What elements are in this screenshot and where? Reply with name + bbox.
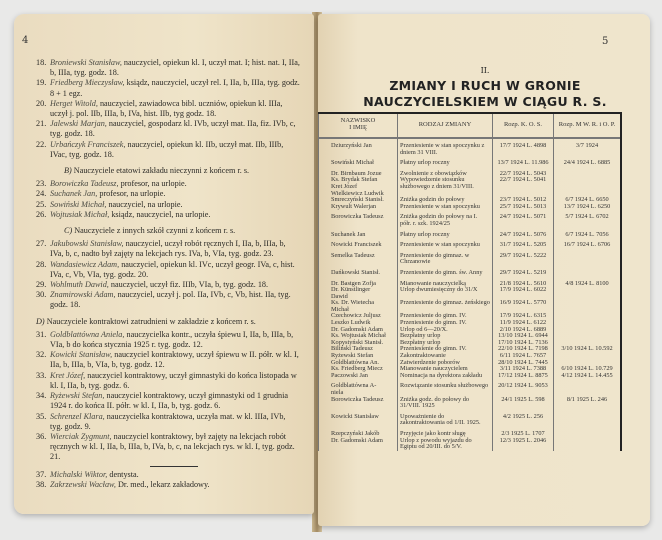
table-row	[319, 204, 621, 211]
person-description: nauczyciel kontraktowy, uczył śpiewu w II. półr. w kl. I, IIa, b, IIIa, b, VIa, b, tyg. godz. 12.	[50, 350, 299, 370]
table-row	[319, 397, 621, 410]
item-number: 34.	[36, 391, 47, 401]
cell-mwr	[554, 379, 620, 396]
cell-kos: 17/9 1924 L. 6315	[493, 313, 554, 320]
header-kos: Rozp. K. O. S.	[493, 114, 554, 138]
cell-mwr: 16/7 1924 L. 6706	[554, 238, 620, 249]
cell-mwr	[554, 313, 620, 320]
cell-kos: 24/1 1925 L. 598	[493, 397, 554, 410]
cell-change: Urlop z powodu wyjazdu do Egiptu od 20/III. do 5/V.	[398, 438, 493, 451]
cell-change: Nominacja na dyrektora zakładu	[398, 373, 493, 380]
cell-change: Zniżka godzin do połowy na I. półr. r. szk. 1924/25	[398, 210, 493, 227]
person-name: Borowiczka Tadeusz,	[50, 179, 119, 189]
person-name: Goldblattówna Aniela,	[50, 329, 125, 339]
list-item	[36, 280, 300, 290]
cell-kos: 13/7 1924 L. 11.986	[493, 156, 554, 167]
cell-change: Przeniesienie w stan spoczynku	[398, 204, 493, 211]
item-number: 35.	[36, 411, 47, 421]
cell-change: Mianowanie nauczycielką	[398, 277, 493, 288]
cell-name: Dziurzyński Jan	[319, 138, 398, 156]
person-description: nauczyciel, opiekun kl. IVc, uczył geogr. IVa, c, hist. IVa, c, Vb, VIa, tyg. godz. 20.	[50, 259, 295, 279]
list-item	[36, 411, 300, 432]
cell-kos: 29/7 1924 L. 5222	[493, 249, 554, 266]
item-number: 20.	[36, 98, 47, 108]
person-name: Wohlmuth Dawid,	[50, 280, 109, 290]
cell-kos: 17/12 1924 L. 8875	[493, 373, 554, 380]
person-description: Dr. med., lekarz zakładowy.	[115, 479, 210, 489]
item-number: 28.	[36, 259, 47, 269]
section-title: Nauczyciele kontraktowi zatrudnieni w zakładzie z końcem r. s.	[44, 316, 256, 326]
table-row	[319, 238, 621, 249]
list-item	[36, 479, 300, 490]
right-page-number: 5	[602, 36, 609, 47]
cell-change: Zakontraktowanie	[398, 353, 493, 360]
list-item	[36, 119, 300, 139]
table-row	[319, 210, 621, 227]
cell-kos: 17/7 1924 L. 4898	[493, 138, 554, 156]
cell-name: Paczowski Jan	[319, 373, 398, 380]
cell-mwr	[554, 410, 620, 427]
person-description: nauczyciel, opiekun kl. IIb, uczył mat. IIb, IIIb, IVac, tyg. godz. 18.	[50, 139, 284, 159]
person-name: Ryżewski Stefan,	[50, 391, 105, 401]
cell-name: Ks. Friedberg Miecz	[319, 366, 398, 373]
item-number: 26.	[36, 209, 47, 219]
cell-kos: 11/9 1924 L. 6122	[493, 320, 554, 327]
table-row	[319, 138, 621, 156]
cell-mwr: 5/7 1924 L. 6702	[554, 210, 620, 227]
cell-name: Suchanek Jan	[319, 228, 398, 239]
staff-list-other-schools	[36, 239, 300, 310]
staff-list-contract	[36, 329, 300, 463]
section-title-line2: NAUCZYCIELSKIEM W CIĄGU R. S.	[363, 94, 607, 109]
header-change: RODZAJ ZMIANY	[398, 114, 493, 138]
cell-mwr	[554, 427, 620, 438]
cell-change: Przeniesienie w stan spoczynku z dniem 31 VIII.	[398, 138, 493, 156]
cell-kos: 21/8 1924 L. 5610	[493, 277, 554, 288]
cell-mwr: 13/7 1924 L. 6250	[554, 204, 620, 211]
person-description: nauczyciel, uczył j. pol. IIa, IVb, c, Vb, hist. IIa, tyg. godz. 18.	[50, 290, 291, 310]
list-item	[36, 139, 300, 160]
cell-name: Ks. Brydak Stefan Kret Józef Wielkiewicz Ludwik	[319, 177, 398, 197]
staff-list-inactive	[36, 179, 300, 220]
cell-change: Bezpłatny urlop	[398, 340, 493, 347]
table-row	[319, 379, 621, 396]
cell-change: Przeniesienie do gimn. św. Anny	[398, 266, 493, 277]
table-row	[319, 156, 621, 167]
cell-kos: 20/12 1924 L. 9053	[493, 379, 554, 396]
cell-mwr	[554, 167, 620, 178]
cell-name: Borowiczka Tadeusz	[319, 397, 398, 410]
cell-name: Goldblattówna An.	[319, 360, 398, 367]
list-item	[36, 370, 300, 391]
cell-change: Zniżka godzin do połowy	[398, 197, 493, 204]
cell-name: Dr. Gadomski Adam	[319, 438, 398, 451]
cell-change: Urlop od 6—20/X.	[398, 327, 493, 334]
cell-change: Przeniesienie do gimnaz. żeńskiego	[398, 300, 493, 313]
cell-name: Rzepczyński Jakób	[319, 427, 398, 438]
person-description: nauczyciel kontraktowy, był zajęty na lekcjach robót ręcznych w kl. I, IIa, b, IIIa, b, IVa, b, c, na lekcjach rys. w kl. I, tyg. godz. 21.	[50, 431, 295, 462]
person-description: nauczyciel, zawiadowca bibl. uczniów, opiekun kl. IIIa, uczył j. pol. IIb, IIIa, b, IVa, hist. IIb, tyg godz. 18.	[50, 98, 283, 119]
table-row	[319, 410, 621, 427]
list-item	[36, 58, 300, 78]
header-name: NAZWISKO I IMIĘ	[319, 114, 398, 138]
cell-kos: 31/7 1924 L. 5205	[493, 238, 554, 249]
cell-kos: 22/7 1924 L. 5041	[493, 177, 554, 197]
cell-change: Przeniesienie do gimnaz. w Chrzanowie	[398, 249, 493, 266]
cell-name: Nowicki Franciszek	[319, 238, 398, 249]
list-item	[36, 391, 300, 411]
list-item	[36, 469, 300, 480]
person-name: Friedberg Mieczysław,	[50, 78, 125, 88]
cell-change: Zniżka godz. do połowy do 31/VIII. 1925	[398, 397, 493, 410]
cell-name: Borowiczka Tadeusz	[319, 210, 398, 227]
cell-name: Goldblattówna A- niela	[319, 379, 398, 396]
cell-name: Smreczyński Stanisł.	[319, 197, 398, 204]
person-name: Suchanek Jan,	[50, 189, 98, 199]
cell-name: Sowiński Michał	[319, 156, 398, 167]
list-item	[36, 98, 300, 119]
cell-kos: 29/7 1924 L. 5219	[493, 266, 554, 277]
cell-kos: 17/9 1924 L. 6022	[493, 287, 554, 300]
cell-mwr: 3/7 1924	[554, 138, 620, 156]
cell-name: Kowicki Stanisław	[319, 410, 398, 427]
person-name: Broniewski Stanisław,	[50, 58, 122, 67]
changes-table	[318, 112, 622, 451]
cell-mwr	[554, 249, 620, 266]
person-description: nauczyciel, na urlopie.	[106, 199, 183, 209]
person-name: Jalewski Marjan,	[50, 119, 107, 129]
cell-name: Ryżewski Stefan	[319, 353, 398, 360]
person-description: nauczycielka kontr., uczyła śpiewu I, IIa, b, IIIa, b, VIa, b do końca stycznia 1925 r. tyg. godz. 12.	[50, 329, 294, 350]
table-row	[319, 266, 621, 277]
cell-name: Dr. Gadomski Adam	[319, 327, 398, 334]
staff-list-active	[36, 58, 300, 160]
cell-name: Dańkowski Stanisł.	[319, 266, 398, 277]
person-description: nauczyciel kontraktowy, uczył gimnastyki od 1 grudnia 1924 r. do końca II. półr. w kl. I, IIa, b, tyg. godz. 6.	[50, 391, 289, 411]
section-title: Nauczyciele z innych szkół czynni z końcem r. s.	[72, 226, 236, 236]
divider	[150, 466, 198, 467]
cell-change: Zatwierdzenie poborów	[398, 360, 493, 367]
person-description: profesor, na urlopie.	[118, 179, 187, 189]
cell-mwr	[554, 300, 620, 313]
cell-kos: 25/7 1924 L. 5013	[493, 204, 554, 211]
cell-mwr	[554, 353, 620, 360]
cell-mwr: 6/7 1924 L. 6650	[554, 197, 620, 204]
cell-change: Przeniesienie do gimn. IV.	[398, 346, 493, 353]
table-row	[319, 249, 621, 266]
table-row	[319, 373, 621, 380]
cell-change: Przeniesienie w stan spoczynku	[398, 238, 493, 249]
cell-change: Przyjęcie jako kontr sługę	[398, 427, 493, 438]
item-number: 23.	[36, 179, 47, 189]
item-number: 19.	[36, 78, 47, 88]
cell-change: Mianowanie nauczycielem	[398, 366, 493, 373]
item-number: 25.	[36, 199, 47, 209]
cell-mwr	[554, 287, 620, 300]
staff-list	[36, 58, 300, 490]
person-name: Sowiński Michał,	[50, 199, 107, 209]
person-description: dentysta.	[107, 469, 139, 479]
person-description: nauczyciel kontraktowy, uczył gimnastyki do końca listopada w kl. I, IIa, b, tyg. godz. 6.	[50, 370, 297, 390]
cell-change: Płatny urlop roczny	[398, 156, 493, 167]
cell-change: Wypowiedzenie stosunku służbowego z dniem 31/VIII.	[398, 177, 493, 197]
person-description: nauczycielka kontraktowa, uczyła mat. w kl. IIIa, IVb, tyg. godz. 9.	[50, 411, 286, 431]
person-name: Michalski Wiktor,	[50, 469, 108, 479]
cell-mwr	[554, 177, 620, 197]
section-letter: D)	[36, 316, 45, 326]
cell-kos: 4/2 1925 L. 256	[493, 410, 554, 427]
cell-change: Upoważnienie do zakontraktowania od 1/II. 1925.	[398, 410, 493, 427]
section-letter: C)	[64, 226, 73, 236]
person-name: Herget Witold,	[50, 98, 98, 108]
list-item	[36, 290, 300, 310]
person-name: Kowicki Stanisław,	[50, 350, 113, 360]
cell-name: Czechowicz Juljusz	[319, 313, 398, 320]
list-item	[36, 179, 300, 189]
cell-change: Rozwiązanie stosunku służbowego	[398, 379, 493, 396]
cell-kos: 28/10 1924 L. 7445	[493, 360, 554, 367]
cell-mwr: 6/10 1924 L. 10.729	[554, 366, 620, 373]
list-item	[36, 329, 300, 350]
item-number: 37.	[36, 469, 47, 479]
cell-mwr	[554, 333, 620, 340]
item-number: 22.	[36, 139, 47, 149]
cell-kos: 17/10 1924 L. 7136	[493, 340, 554, 347]
cell-change: Przeniesienie do gimn. IV.	[398, 313, 493, 320]
list-item	[36, 189, 300, 199]
cell-change: Przeniesienie do gimn. IV.	[398, 320, 493, 327]
cell-change: Zwolnienie z obowiązków	[398, 167, 493, 178]
section-number: II.	[480, 66, 490, 75]
item-number: 33.	[36, 370, 47, 380]
cell-name: Leszko Ludwik	[319, 320, 398, 327]
cell-kos: 6/11 1924 L. 7657	[493, 353, 554, 360]
table-row	[319, 438, 621, 451]
item-number: 38.	[36, 479, 47, 489]
cell-name: Ks. Dr. Wietecha Michał	[319, 300, 398, 313]
person-name: Wierciak Zygmunt,	[50, 431, 112, 441]
section-title: Nauczyciele etatowi zakładu nieczynni z końcem r. s.	[71, 166, 250, 176]
section-c-heading	[64, 226, 300, 236]
cell-kos: 2/10 1924 L. 6889	[493, 327, 554, 334]
section-title-line1: ZMIANY I RUCH W GRONIE	[389, 78, 581, 93]
cell-kos: 23/7 1924 L. 5012	[493, 197, 554, 204]
item-number: 18.	[36, 58, 47, 67]
person-description: ksiądz, nauczyciel, uczył rel. I, IIa, b, IIIa, tyg. godz. 8 + 1 egz.	[50, 78, 300, 98]
section-letter: B)	[64, 166, 72, 176]
cell-name: Dr. Birnbaum Jozue	[319, 167, 398, 178]
cell-mwr	[554, 327, 620, 334]
person-name: Wojtusiak Michał,	[50, 209, 110, 219]
person-description: nauczyciel, uczył robót ręcznych I, IIa, b, IIIa, b, IVa, b, c, nadto był zajęty na lekcjach rys. IVa, b, VIa, tyg. godz. 23.	[50, 239, 286, 259]
list-item	[36, 209, 300, 220]
item-number: 30.	[36, 290, 47, 300]
cell-kos: 24/7 1924 L. 5076	[493, 228, 554, 239]
cell-change: Płatny urlop roczny	[398, 228, 493, 239]
cell-mwr: 6/7 1924 L. 7056	[554, 228, 620, 239]
cell-mwr: 8/1 1925 L. 246	[554, 397, 620, 410]
person-name: Zakrzewski Wacław,	[50, 479, 116, 489]
table-header-row	[319, 114, 621, 138]
list-item	[36, 259, 300, 280]
cell-kos: 2/3 1925 L. 1707	[493, 427, 554, 438]
cell-kos: 22/10 1924 L. 7198	[493, 346, 554, 353]
section-b-heading	[64, 166, 300, 176]
table-row	[319, 177, 621, 197]
cell-name: Dr. Künstlinger Dawid	[319, 287, 398, 300]
cell-name: Krywult Walerjan	[319, 204, 398, 211]
header-mwr: Rozp. M W. R. i O. P.	[554, 114, 620, 138]
cell-name: Kopystyński Stanisł.	[319, 340, 398, 347]
cell-name: Ks. Wojtusiak Michał	[319, 333, 398, 340]
cell-kos: 3/11 1924 L. 7388	[493, 366, 554, 373]
person-description: nauczyciel, gospodarz kl. IVb, uczył mat. IIa, fiz. IVb, c, tyg. godz. 18.	[50, 119, 296, 139]
list-item	[36, 350, 300, 370]
list-item	[36, 199, 300, 210]
person-name: Urbańczyk Franciszek,	[50, 139, 126, 149]
cell-change: Bezpłatny urlop	[398, 333, 493, 340]
item-number: 32.	[36, 350, 47, 360]
item-number: 21.	[36, 119, 47, 129]
item-number: 24.	[36, 189, 47, 199]
cell-kos: 24/7 1924 L. 5071	[493, 210, 554, 227]
cell-mwr: 4/12 1924 L. 14.455	[554, 373, 620, 380]
person-name: Wandasiewicz Adam,	[50, 259, 120, 269]
list-item	[36, 239, 300, 259]
cell-kos: 22/7 1924 L. 5043	[493, 167, 554, 178]
section-d-heading	[36, 317, 300, 327]
person-name: Znamirowski Adam,	[50, 290, 116, 300]
cell-mwr: 3/10 1924 L. 10.592	[554, 346, 620, 353]
person-description: ksiądz, nauczyciel, na urlopie.	[109, 209, 211, 219]
cell-kos: 13/10 1924 L. 6944	[493, 333, 554, 340]
cell-mwr: 4/8 1924 L. 8100	[554, 277, 620, 288]
table-row	[319, 228, 621, 239]
cell-kos: 12/3 1925 L. 2046	[493, 438, 554, 451]
person-name: Jakubowski Stanisław,	[50, 239, 124, 249]
cell-mwr	[554, 320, 620, 327]
left-page-number: 4	[22, 35, 29, 46]
cell-mwr	[554, 266, 620, 277]
cell-mwr: 24/4 1924 L. 6885	[554, 156, 620, 167]
cell-kos: 16/9 1924 L. 5770	[493, 300, 554, 313]
person-description: nauczyciel, uczył fiz. IIIb, VIa, b, tyg. godz. 18.	[108, 280, 269, 290]
list-item	[36, 431, 300, 463]
list-item	[36, 78, 300, 98]
item-number: 31.	[36, 329, 47, 339]
person-description: nauczyciel, opiekun kl. I, uczył mat. I; hist. nat. I, IIa, b, IIIa, tyg. godz. 18.	[50, 58, 300, 78]
person-name: Kret Józef,	[50, 370, 86, 380]
item-number: 29.	[36, 280, 47, 290]
cell-change: Urlop dwumiesięczny do 31/X	[398, 287, 493, 300]
item-number: 36.	[36, 431, 47, 441]
cell-name: Dr. Bastgen Zofja	[319, 277, 398, 288]
staff-list-medical	[36, 469, 300, 490]
cell-name: Semelka Tadeusz	[319, 249, 398, 266]
person-description: profesor, na urlopie.	[97, 189, 166, 199]
cell-mwr	[554, 438, 620, 451]
cell-name: Biliński Tadeusz	[319, 346, 398, 353]
item-number: 27.	[36, 239, 47, 249]
table-row	[319, 427, 621, 438]
person-name: Schrenzel Klara,	[50, 411, 105, 421]
